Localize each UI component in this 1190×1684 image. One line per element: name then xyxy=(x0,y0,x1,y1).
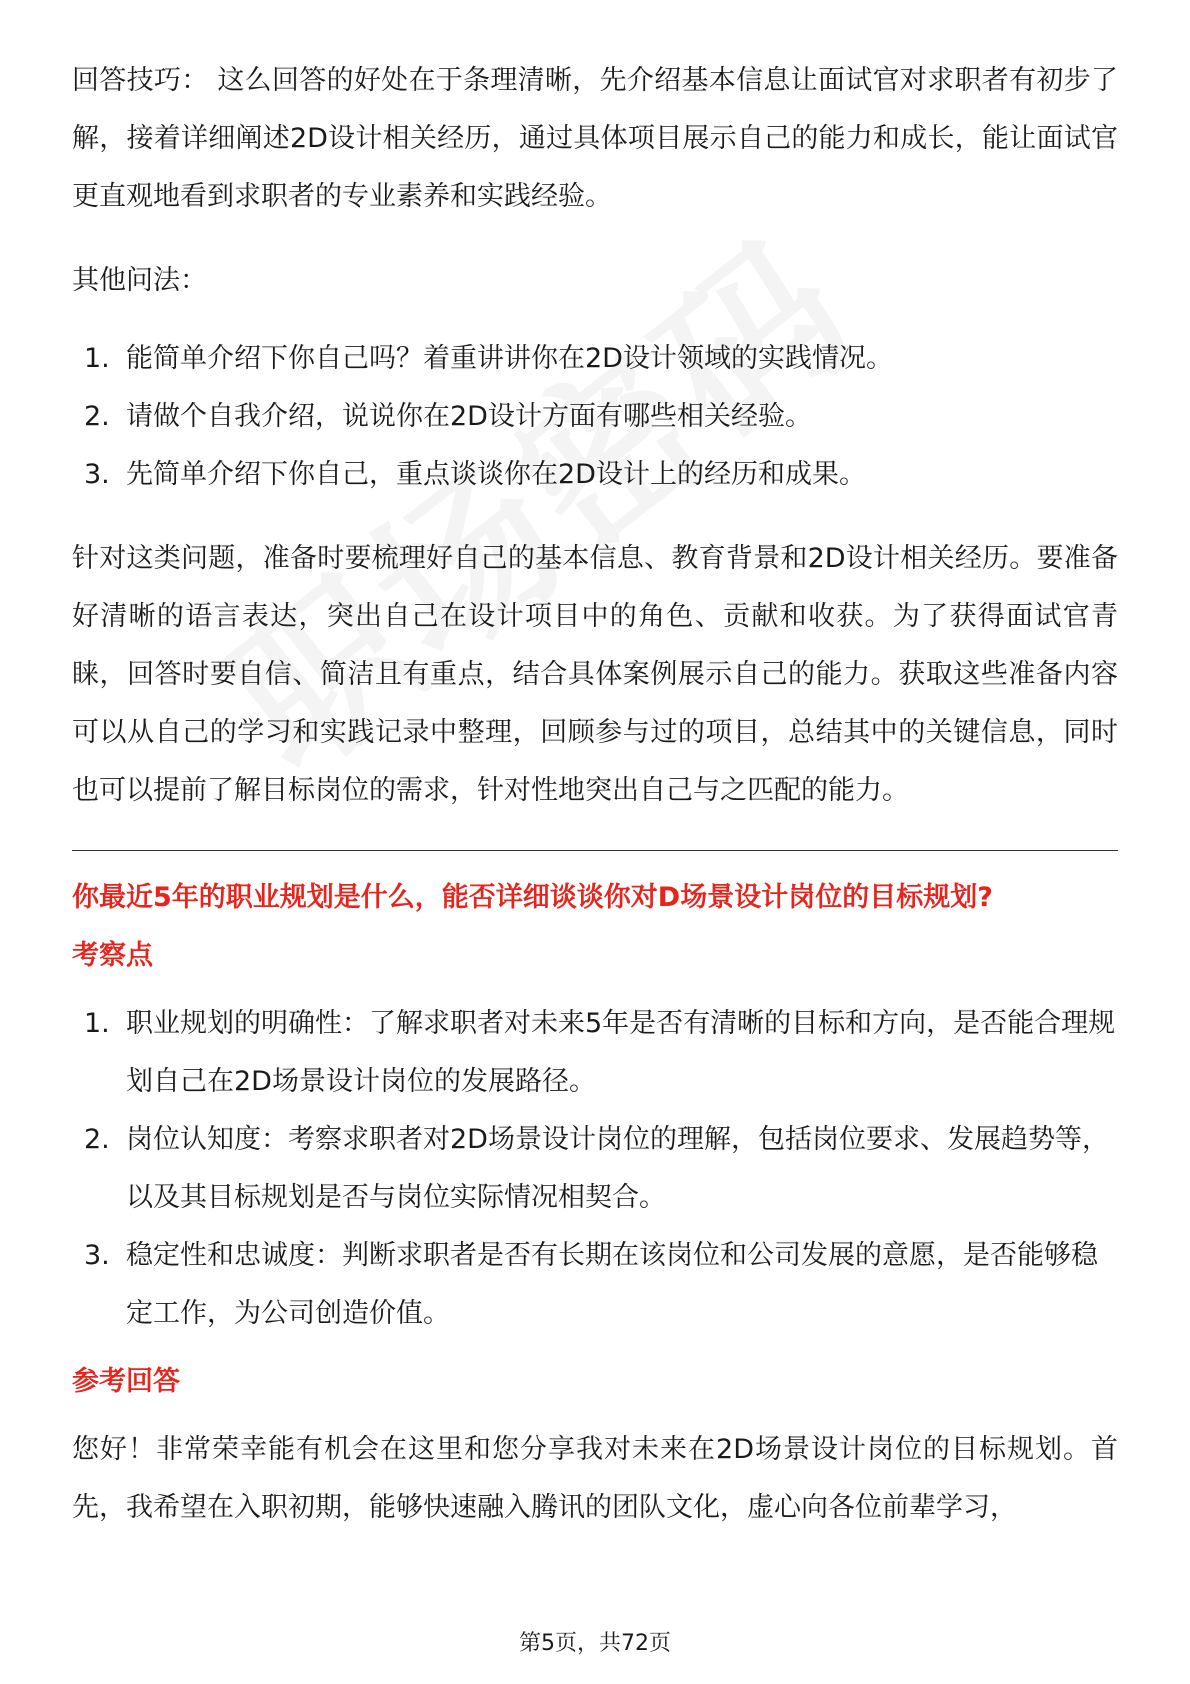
answer-tip-paragraph: 回答技巧： 这么回答的好处在于条理清晰，先介绍基本信息让面试官对求职者有初步了解，接着详细阐述2D设计相关经历，通过具体项目展示自己的能力和成长，能让面试官更直观地看到求职者的专业素养和实践经验。 xyxy=(72,65,1118,212)
section-divider xyxy=(72,850,1118,851)
focus-points-list xyxy=(72,995,1118,1343)
page-number: 第5页，共72页 xyxy=(519,1631,671,1656)
other-questions-label: 其他问法： xyxy=(72,265,207,296)
document-body xyxy=(72,52,1118,1537)
list-item: 3. 稳定性和忠诚度：判断求职者是否有长期在该岗位和公司发展的意愿，是否能够稳定工作，为公司创造价值。 xyxy=(84,1240,1098,1329)
list-item: 1. 职业规划的明确性：了解求职者对未来5年是否有清晰的目标和方向，是否能合理规划自己在2D场景设计岗位的发展路径。 xyxy=(84,1008,1116,1097)
question-title: 你最近5年的职业规划是什么，能否详细谈谈你对D场景设计岗位的目标规划? xyxy=(72,882,993,913)
focus-heading: 考察点 xyxy=(72,940,153,971)
list-item: 2. 请做个自我介绍，说说你在2D设计方面有哪些相关经验。 xyxy=(84,401,812,432)
reference-answer-heading: 参考回答 xyxy=(72,1366,180,1397)
reference-answer-text: 您好！非常荣幸能有机会在这里和您分享我对未来在2D场景设计岗位的目标规划。首先，我希望在入职初期，能够快速融入腾讯的团队文化，虚心向各位前辈学习， xyxy=(72,1434,1118,1523)
list-item: 2. 岗位认知度：考察求职者对2D场景设计岗位的理解，包括岗位要求、发展趋势等，以及其目标规划是否与岗位实际情况相契合。 xyxy=(84,1124,1109,1213)
preparation-paragraph: 针对这类问题，准备时要梳理好自己的基本信息、教育背景和2D设计相关经历。要准备好清晰的语言表达，突出自己在设计项目中的角色、贡献和收获。为了获得面试官青睐，回答时要自信、简洁且有重点，结合具体案例展示自己的能力。获取这些准备内容可以从自己的学习和实践记录中整理，回顾参与过的项目，总结其中的关键信息，同时也可以提前了解目标岗位的需求，针对性地突出自己与之匹配的能力。 xyxy=(72,543,1118,806)
list-item: 3. 先简单介绍下你自己，重点谈谈你在2D设计上的经历和成果。 xyxy=(84,459,866,490)
list-item: 1. 能简单介绍下你自己吗？着重讲讲你在2D设计领域的实践情况。 xyxy=(84,343,893,374)
other-questions-list xyxy=(72,330,1118,504)
